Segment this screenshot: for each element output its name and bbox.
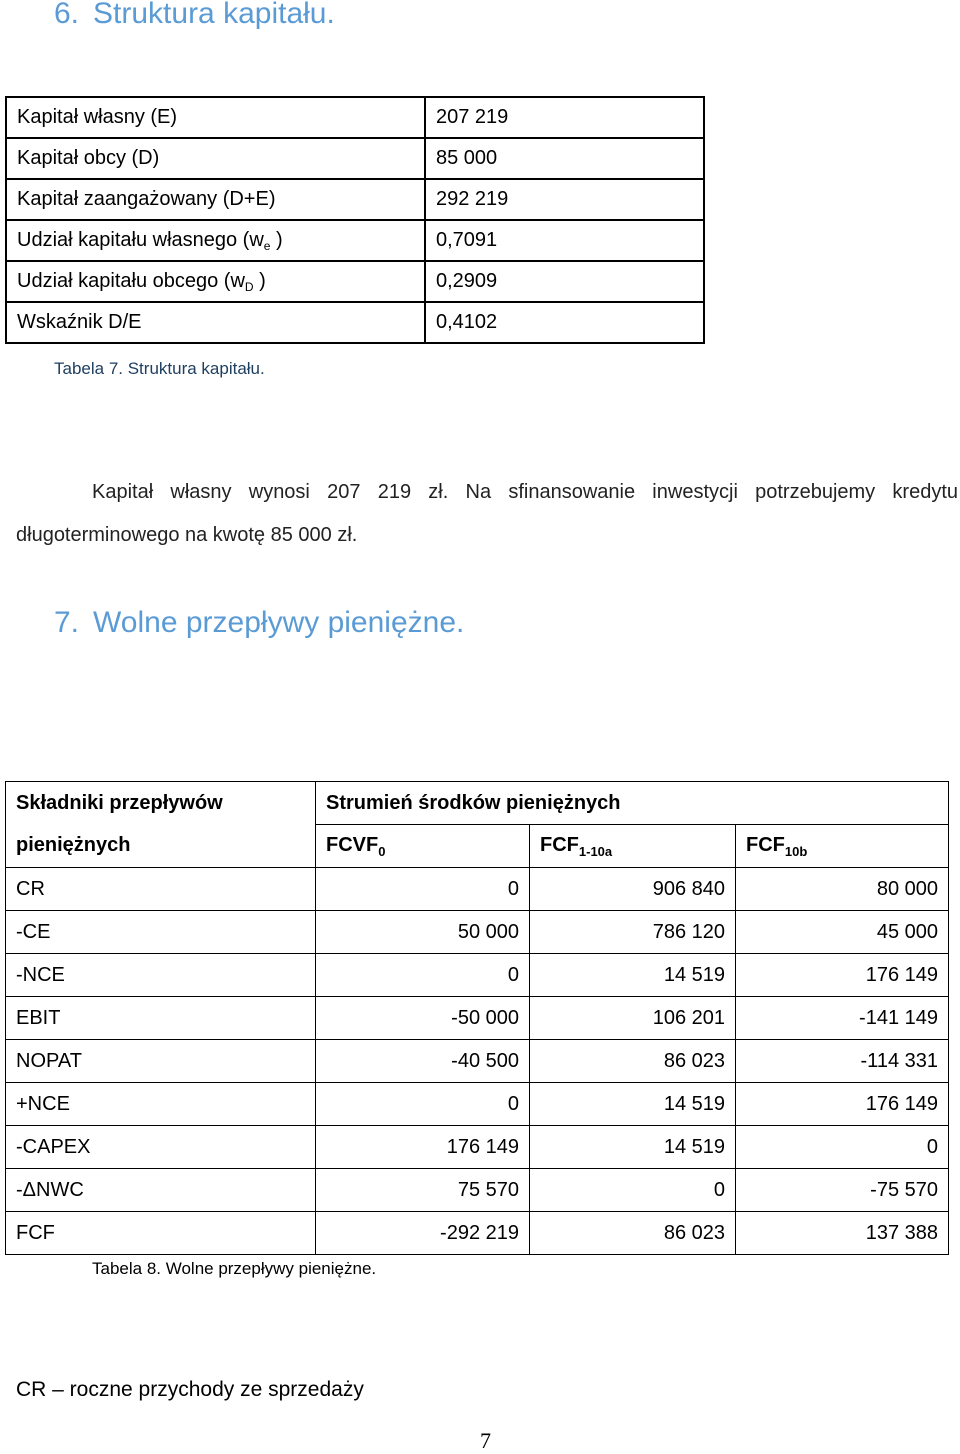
table-row	[6, 1126, 949, 1169]
section-7-number: 7.	[54, 606, 80, 639]
cell-fcvf0: 0	[316, 954, 530, 997]
row-label: +NCE	[6, 1083, 316, 1126]
row-label: CR	[6, 868, 316, 911]
row-label: -CE	[6, 911, 316, 954]
cell-fcvf0: 176 149	[316, 1126, 530, 1169]
table-row	[6, 179, 704, 220]
label-text: Udział kapitału obcego (w	[17, 269, 245, 292]
table-cell-value: 207 219	[425, 97, 704, 138]
table-cell-label: Wskaźnik D/E	[6, 302, 425, 343]
table-cell-label: Kapitał własny (E)	[6, 97, 425, 138]
table-header-row	[6, 782, 949, 825]
cell-fcf-10b: 176 149	[736, 1083, 949, 1126]
table-cell-label	[6, 261, 425, 302]
section-7-title: Wolne przepływy pieniężne.	[93, 606, 465, 639]
header-components: Składniki przepływów	[6, 782, 316, 825]
label-subscript: D	[244, 279, 254, 294]
header-fcvf-sub: 0	[378, 843, 386, 859]
table-cell-value: 0,7091	[425, 220, 704, 261]
capital-structure-table	[5, 96, 705, 344]
header-components-cont: pieniężnych	[6, 825, 316, 868]
header-fcvf0	[316, 825, 530, 868]
paragraph-line-2: długoterminowego na kwotę 85 000 zł.	[16, 524, 358, 546]
cell-fcvf0: -50 000	[316, 997, 530, 1040]
table-8-caption: Tabela 8. Wolne przepływy pieniężne.	[92, 1259, 377, 1278]
table-row	[6, 911, 949, 954]
header-fcvf-text: FCVF	[326, 833, 379, 856]
row-label: -NCE	[6, 954, 316, 997]
section-6-number: 6.	[54, 0, 80, 30]
cell-fcvf0: 0	[316, 1083, 530, 1126]
header-cash-stream: Strumień środków pieniężnych	[316, 782, 949, 825]
section-7-heading	[54, 606, 464, 640]
label-text-end: )	[270, 228, 283, 251]
cell-fcf-10b: -75 570	[736, 1169, 949, 1212]
cell-fcvf0: -40 500	[316, 1040, 530, 1083]
row-label: FCF	[6, 1212, 316, 1255]
cell-fcf-1-10a: 86 023	[530, 1040, 736, 1083]
label-text-end: )	[253, 269, 266, 292]
table-cell-value: 85 000	[425, 138, 704, 179]
cell-fcf-1-10a: 0	[530, 1169, 736, 1212]
table-row	[6, 97, 704, 138]
table-cell-label: Kapitał zaangażowany (D+E)	[6, 179, 425, 220]
table-row	[6, 302, 704, 343]
header-fcf-sub: 10b	[784, 843, 808, 859]
cell-fcf-10b: 176 149	[736, 954, 949, 997]
cell-fcf-1-10a: 86 023	[530, 1212, 736, 1255]
section-6-title: Struktura kapitału.	[93, 0, 335, 30]
cash-flow-table	[5, 781, 949, 1255]
cell-fcf-10b: -141 149	[736, 997, 949, 1040]
cell-fcf-10b: 0	[736, 1126, 949, 1169]
table-header-row	[6, 825, 949, 868]
table-row	[6, 997, 949, 1040]
cell-fcf-10b: 137 388	[736, 1212, 949, 1255]
table-row	[6, 261, 704, 302]
table-7-caption: Tabela 7. Struktura kapitału.	[54, 359, 265, 378]
header-fcf-text: FCF	[746, 833, 785, 856]
header-fcf-1-10a	[530, 825, 736, 868]
table-cell-value: 0,2909	[425, 261, 704, 302]
table-row	[6, 1083, 949, 1126]
header-fcf-text: FCF	[540, 833, 579, 856]
header-fcf-sub: 1-10a	[578, 843, 613, 859]
table-row	[6, 138, 704, 179]
cell-fcf-1-10a: 906 840	[530, 868, 736, 911]
table-row	[6, 1212, 949, 1255]
table-cell-label: Kapitał obcy (D)	[6, 138, 425, 179]
cell-fcf-1-10a: 14 519	[530, 1083, 736, 1126]
table-cell-value: 292 219	[425, 179, 704, 220]
cell-fcf-10b: 45 000	[736, 911, 949, 954]
table-cell-label	[6, 220, 425, 261]
page-number: 7	[480, 1428, 491, 1453]
table-row	[6, 220, 704, 261]
cell-fcf-1-10a: 14 519	[530, 1126, 736, 1169]
row-label: NOPAT	[6, 1040, 316, 1083]
label-subscript: e	[263, 238, 271, 253]
cell-fcf-1-10a: 14 519	[530, 954, 736, 997]
section-6-heading	[54, 0, 335, 31]
paragraph-line-1: Kapitał własny wynosi 207 219 zł. Na sfinansowanie inwestycji potrzebujemy kredytu	[92, 481, 958, 503]
table-row	[6, 868, 949, 911]
table-row	[6, 1040, 949, 1083]
cell-fcvf0: 75 570	[316, 1169, 530, 1212]
cell-fcf-10b: 80 000	[736, 868, 949, 911]
label-text: Udział kapitału własnego (w	[17, 228, 264, 251]
row-label: -CAPEX	[6, 1126, 316, 1169]
row-label: -ΔNWC	[6, 1169, 316, 1212]
cell-fcf-10b: -114 331	[736, 1040, 949, 1083]
cell-fcvf0: -292 219	[316, 1212, 530, 1255]
footnote: CR – roczne przychody ze sprzedaży	[16, 1378, 364, 1401]
cell-fcvf0: 50 000	[316, 911, 530, 954]
cell-fcf-1-10a: 106 201	[530, 997, 736, 1040]
cell-fcf-1-10a: 786 120	[530, 911, 736, 954]
header-fcf-10b	[736, 825, 949, 868]
table-cell-value: 0,4102	[425, 302, 704, 343]
table-row	[6, 954, 949, 997]
table-row	[6, 1169, 949, 1212]
cell-fcvf0: 0	[316, 868, 530, 911]
row-label: EBIT	[6, 997, 316, 1040]
